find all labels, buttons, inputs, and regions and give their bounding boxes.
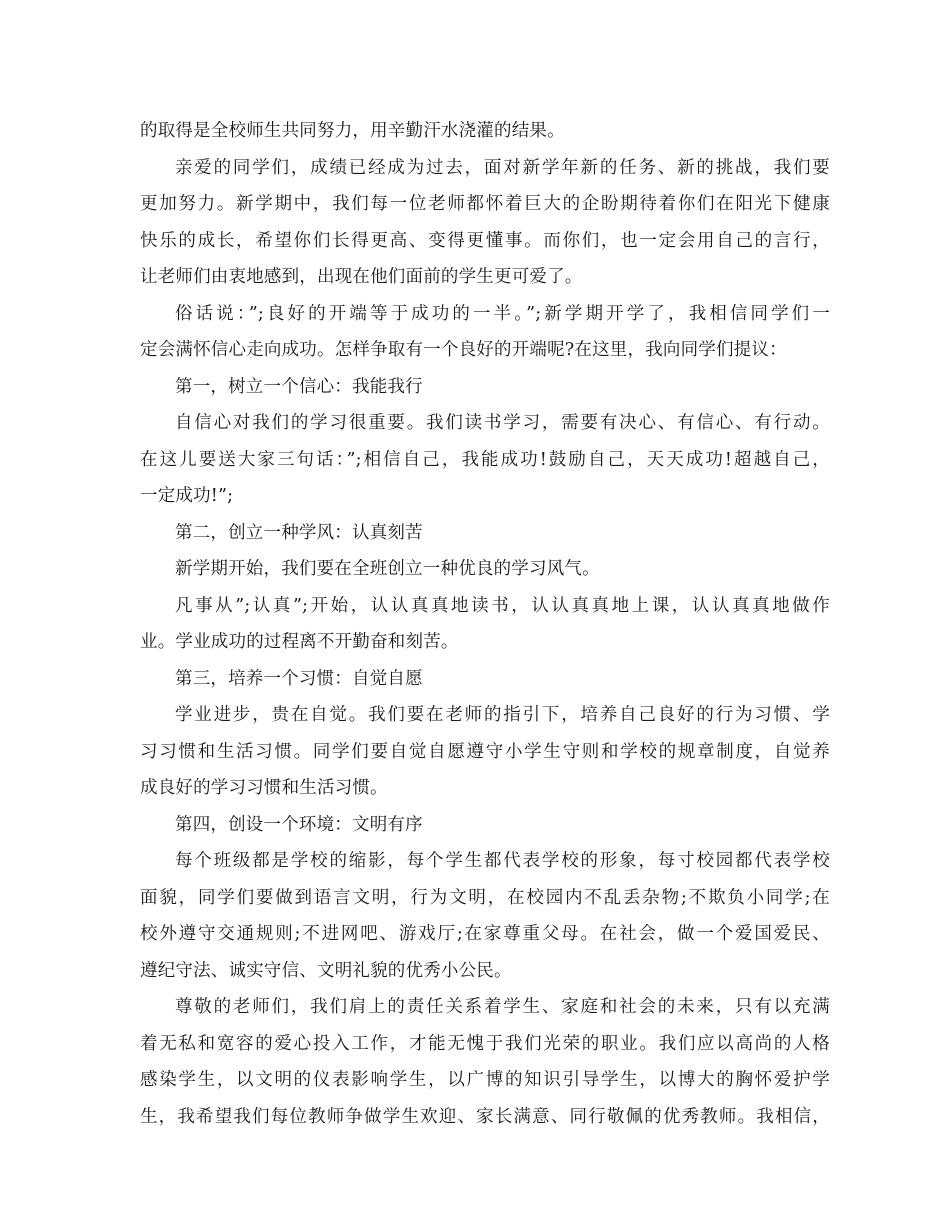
text-line: 第三，培养一个习惯：自觉自愿 [175,668,423,689]
text-line: 俗话说：”;良好的开端等于成功的一半。”;新学期开学了，我相信同学们一 [175,303,830,324]
text-line: 每个班级都是学校的缩影，每个学生都代表学校的形象，每寸校园都代表学校 [175,851,830,871]
text-line: 快乐的成长，希望你们长得更高、变得更懂事。而你们，也一定会用自己的言行， [140,230,830,251]
text-line: 业。学业成功的过程离不开勤奋和刻苦。 [140,632,459,652]
text-line: 校外遵守交通规则;不进网吧、游戏厅;在家尊重父母。在社会，做一个爱国爱民、 [140,924,830,944]
text-line: 的取得是全校师生共同努力，用辛勤汗水浇灌的结果。 [140,121,565,141]
text-line: 定会满怀信心走向成功。怎样争取有一个良好的开端呢?在这里，我向同学们提议： [140,340,787,360]
text-line: 学业进步，贵在自觉。我们要在老师的指引下，培养自己良好的行为习惯、学 [175,705,830,725]
text-line: 新学期开始，我们要在全班创立一种优良的学习风气。 [175,559,600,579]
text-line: 自信心对我们的学习很重要。我们读书学习，需要有决心、有信心、有行动。 [175,413,830,433]
text-line: 让老师们由衷地感到，出现在他们面前的学生更可爱了。 [140,267,583,287]
text-line: 更加努力。新学期中，我们每一位老师都怀着巨大的企盼期待着你们在阳光下健康 [140,194,830,214]
text-line: 成良好的学习习惯和生活习惯。 [140,778,388,798]
text-line: 尊敬的老师们，我们肩上的责任关系着学生、家庭和社会的未来，只有以充满 [175,997,830,1017]
text-line: 遵纪守法、诚实守信、文明礼貌的优秀小公民。 [140,960,512,981]
text-line: 感染学生，以文明的仪表影响学生，以广博的知识引导学生，以博大的胸怀爱护学 [140,1070,830,1090]
text-line: 第一，树立一个信心：我能我行 [175,376,423,397]
text-line: 凡事从”;认真”;开始，认认真真地读书，认认真真地上课，认认真真地做作 [175,595,830,616]
text-line: 面貌，同学们要做到语言文明，行为文明，在校园内不乱丢杂物;不欺负小同学;在 [140,887,830,908]
text-line: 亲爱的同学们，成绩已经成为过去，面对新学年新的任务、新的挑战，我们要 [175,157,830,178]
text-line: 一定成功!”; [140,486,234,506]
text-line: 第四，创设一个环境：文明有序 [175,814,423,835]
document-body [140,113,830,1135]
text-line: 第二，创立一种学风：认真刻苦 [175,522,423,543]
text-line: 生，我希望我们每位教师争做学生欢迎、家长满意、同行敬佩的优秀教师。我相信， [140,1106,830,1127]
text-line: 在这儿要送大家三句话：”;相信自己，我能成功!鼓励自己，天天成功!超越自己， [140,449,830,470]
text-line: 着无私和宽容的爱心投入工作，才能无愧于我们光荣的职业。我们应以高尚的人格 [140,1033,830,1054]
text-line: 习习惯和生活习惯。同学们要自觉自愿遵守小学生守则和学校的规章制度，自觉养 [140,741,830,762]
